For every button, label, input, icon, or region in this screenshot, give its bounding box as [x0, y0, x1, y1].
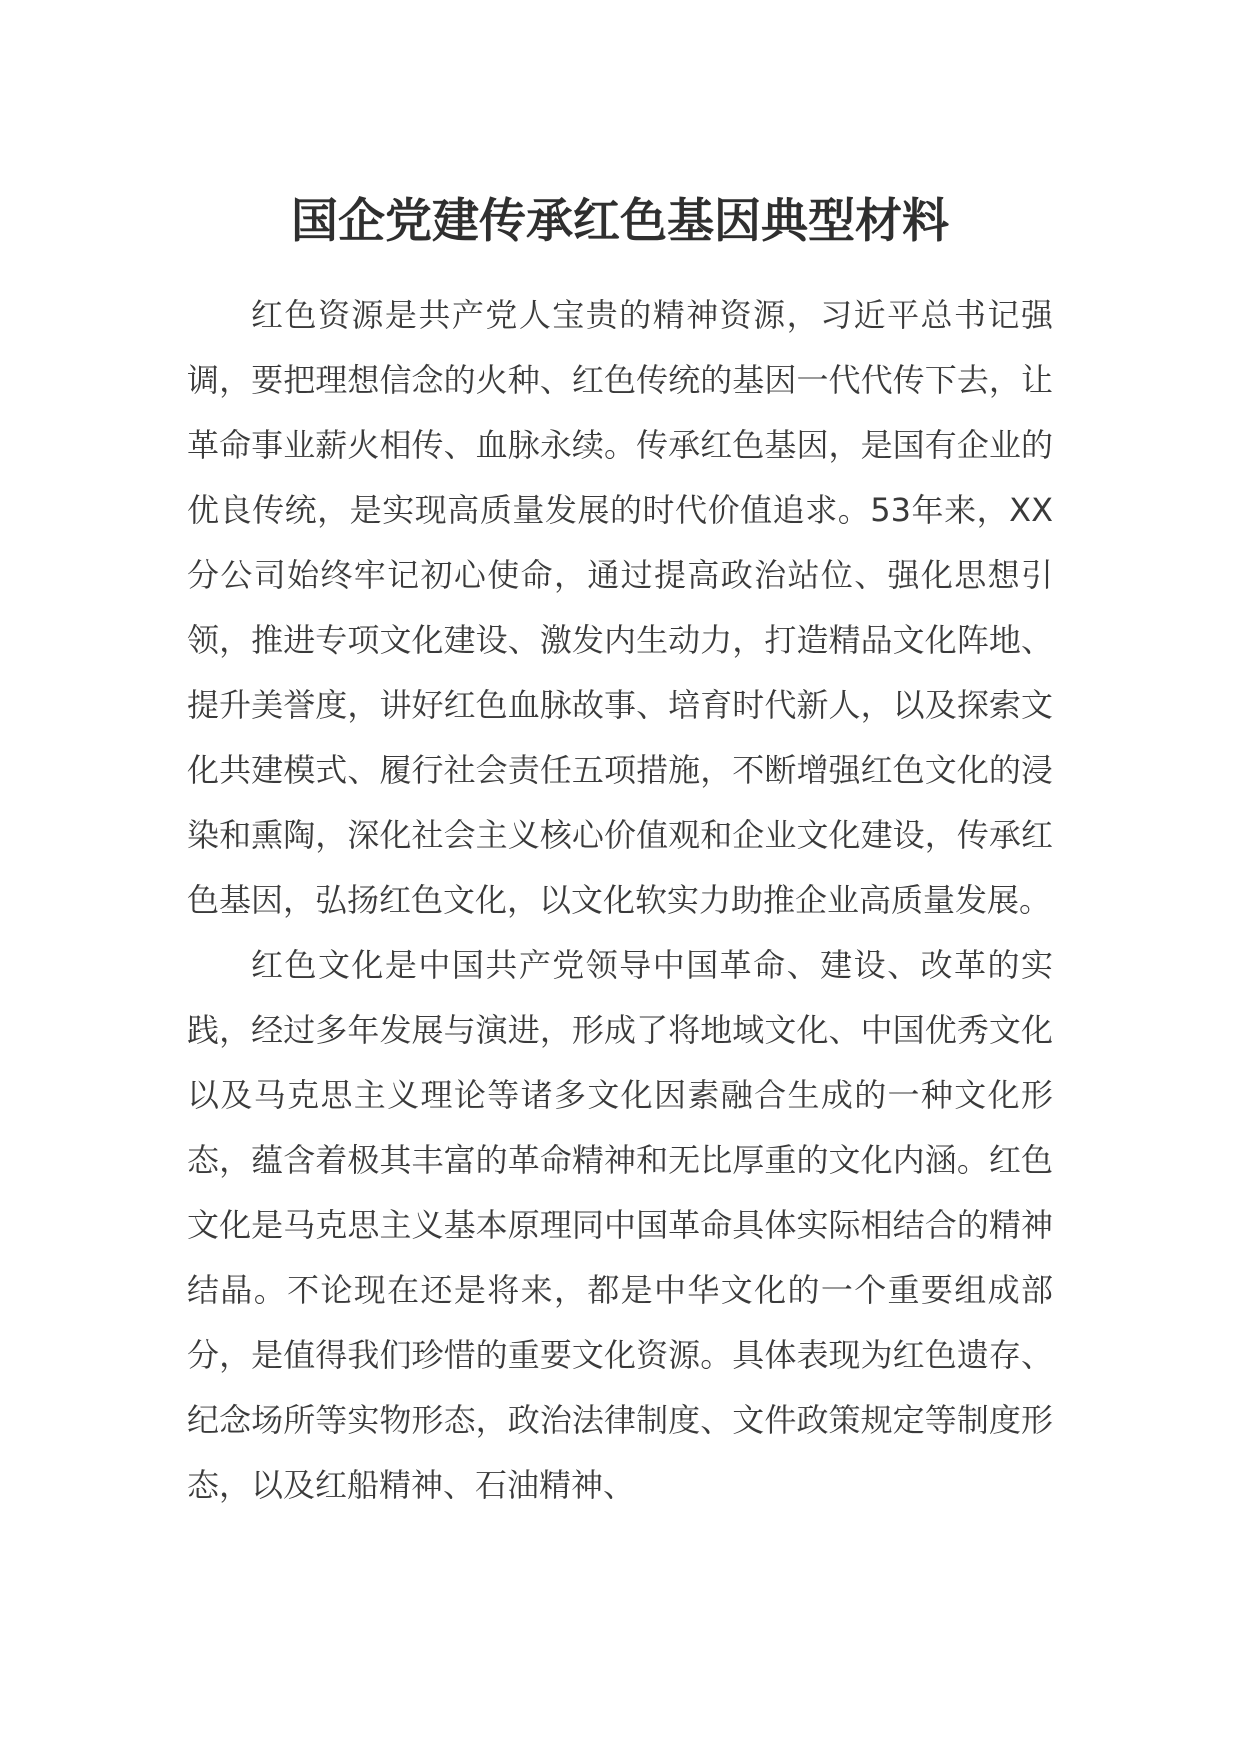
paragraph-1: 红色资源是共产党人宝贵的精神资源，习近平总书记强调，要把理想信念的火种、红色传统的基因一代代传下去，让革命事业薪火相传、血脉永续。传承红色基因，是国有企业的优良传统，是实现高质量发展的时代价值追求。53年来，XX分公司始终牢记初心使命，通过提高政治站位、强化思想引领，推进专项文化建设、激发内生动力，打造精品文化阵地、提升美誉度，讲好红色血脉故事、培育时代新人，以及探索文化共建模式、履行社会责任五项措施，不断增强红色文化的浸染和熏陶，深化社会主义核心价值观和企业文化建设，传承红色基因，弘扬红色文化，以文化软实力助推企业高质量发展。	[187, 296, 1053, 919]
document-body	[187, 283, 1053, 1518]
paragraph-2: 红色文化是中国共产党领导中国革命、建设、改革的实践，经过多年发展与演进，形成了将地域文化、中国优秀文化以及马克思主义理论等诸多文化因素融合生成的一种文化形态，蕴含着极其丰富的革命精神和无比厚重的文化内涵。红色文化是马克思主义基本原理同中国革命具体实际相结合的精神结晶。不论现在还是将来，都是中华文化的一个重要组成部分，是值得我们珍惜的重要文化资源。具体表现为红色遗存、纪念场所等实物形态，政治法律制度、文件政策规定等制度形态，以及红船精神、石油精神、	[187, 946, 1053, 1504]
document-title: 国企党建传承红色基因典型材料	[291, 194, 949, 249]
